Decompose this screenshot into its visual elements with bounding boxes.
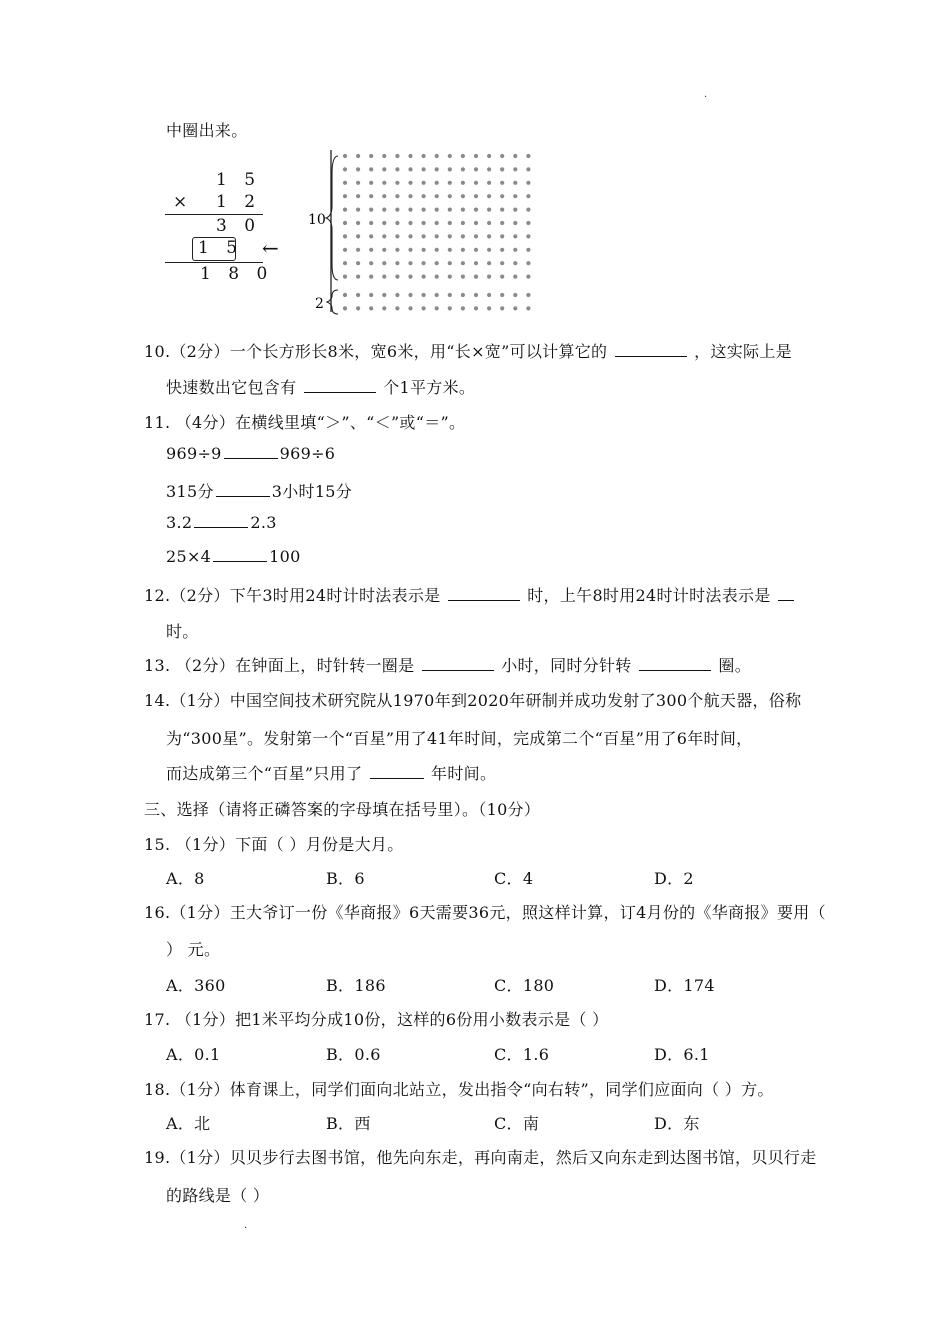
grid-dot bbox=[343, 208, 347, 212]
grid-dot bbox=[474, 261, 478, 265]
grid-dot-bottom bbox=[526, 293, 530, 297]
grid-dot bbox=[461, 154, 465, 158]
q11-item-2 bbox=[166, 479, 352, 502]
grid-dot-bottom bbox=[513, 306, 517, 310]
grid-dot bbox=[408, 208, 412, 212]
q18-option-d[interactable]: D．东 bbox=[654, 1114, 700, 1133]
grid-dot bbox=[513, 181, 517, 185]
grid-dot bbox=[526, 167, 530, 171]
q11-item-3-right: 2.3 bbox=[250, 513, 277, 532]
q17-option-b[interactable]: B．0.6 bbox=[326, 1045, 381, 1064]
grid-dot-bottom bbox=[422, 306, 426, 310]
q10-text-d: 个1平方米。 bbox=[383, 378, 476, 397]
q16-line1: 16.（1分）王大爷订一份《华商报》6天需要36元，照这样计算，订4月份的《华商报》要用（ bbox=[144, 903, 826, 922]
grid-dot bbox=[487, 221, 491, 225]
q12-blank-2[interactable] bbox=[778, 586, 794, 601]
grid-dot bbox=[500, 167, 504, 171]
grid-dot bbox=[356, 221, 360, 225]
grid-dot bbox=[513, 275, 517, 279]
q11-item-2-right: 3小时15分 bbox=[271, 482, 353, 501]
grid-dot bbox=[382, 248, 386, 252]
grid-dot bbox=[448, 194, 452, 198]
q12-blank-1[interactable] bbox=[448, 586, 520, 601]
grid-dot bbox=[461, 194, 465, 198]
grid-dot bbox=[448, 221, 452, 225]
grid-dot bbox=[382, 194, 386, 198]
grid-dot-bottom bbox=[500, 306, 504, 310]
q11-item-2-left: 315分 bbox=[166, 482, 214, 501]
page-mark-bottom: · bbox=[244, 1223, 248, 1234]
grid-dot-bottom bbox=[435, 306, 439, 310]
grid-dot-bottom bbox=[382, 293, 386, 297]
grid-dot bbox=[513, 194, 517, 198]
grid-dot bbox=[448, 167, 452, 171]
grid-dot bbox=[422, 167, 426, 171]
q18-option-a[interactable]: A．北 bbox=[166, 1114, 211, 1133]
q14-line3 bbox=[166, 761, 496, 784]
q11-item-1 bbox=[166, 444, 335, 463]
grid-dot bbox=[448, 154, 452, 158]
grid-dot-bottom bbox=[408, 293, 412, 297]
q13-blank-2[interactable] bbox=[639, 656, 711, 671]
grid-dot bbox=[461, 167, 465, 171]
q14-blank[interactable] bbox=[370, 764, 424, 779]
grid-dot bbox=[395, 234, 399, 238]
grid-dot bbox=[500, 208, 504, 212]
grid-dot bbox=[343, 248, 347, 252]
grid-dot bbox=[448, 181, 452, 185]
grid-dot bbox=[500, 275, 504, 279]
grid-dot bbox=[448, 248, 452, 252]
grid-dot bbox=[356, 181, 360, 185]
q11-blank-1[interactable] bbox=[224, 444, 278, 459]
times-sign: × bbox=[173, 192, 194, 212]
q16-option-c[interactable]: C．180 bbox=[494, 976, 555, 995]
q12-text-a: 12.（2分）下午3时用24时计时法表示是 bbox=[144, 586, 441, 605]
q12-text-b: 时，上午8时用24时计时法表示是 bbox=[527, 586, 771, 605]
grid-dot bbox=[343, 275, 347, 279]
q14-text-a: 而达成第三个“百星”只用了 bbox=[166, 764, 363, 783]
grid-dot bbox=[526, 154, 530, 158]
page-mark-top: · bbox=[704, 92, 708, 103]
grid-dot bbox=[408, 221, 412, 225]
grid-dot bbox=[448, 275, 452, 279]
grid-dot bbox=[395, 275, 399, 279]
label-2: 2 bbox=[315, 296, 324, 312]
q16-line2: ） 元。 bbox=[166, 940, 221, 959]
grid-dot bbox=[395, 194, 399, 198]
grid-dot bbox=[422, 261, 426, 265]
grid-dot bbox=[500, 181, 504, 185]
grid-dot bbox=[513, 208, 517, 212]
grid-dot bbox=[422, 234, 426, 238]
grid-dot bbox=[395, 248, 399, 252]
grid-dot bbox=[395, 208, 399, 212]
rule-2 bbox=[165, 262, 263, 263]
grid-dot-bottom bbox=[382, 306, 386, 310]
q12-line1 bbox=[144, 583, 796, 606]
grid-dot bbox=[408, 248, 412, 252]
q15-option-d[interactable]: D．2 bbox=[654, 869, 694, 888]
grid-dot bbox=[487, 234, 491, 238]
grid-dot-bottom bbox=[487, 306, 491, 310]
partial-product-2: 1 5 bbox=[198, 238, 244, 258]
q10-line1 bbox=[144, 339, 792, 362]
grid-dot bbox=[435, 261, 439, 265]
product-result: 1 8 0 bbox=[200, 264, 274, 284]
grid-dot bbox=[382, 181, 386, 185]
grid-dot bbox=[408, 194, 412, 198]
grid-dot bbox=[448, 208, 452, 212]
grid-dot bbox=[448, 234, 452, 238]
grid-dot bbox=[435, 234, 439, 238]
grid-dot bbox=[382, 275, 386, 279]
grid-dot bbox=[395, 181, 399, 185]
grid-dot bbox=[356, 248, 360, 252]
grid-dot bbox=[513, 221, 517, 225]
grid-dot-bottom bbox=[461, 306, 465, 310]
grid-dot bbox=[369, 221, 373, 225]
grid-dot bbox=[487, 181, 491, 185]
grid-dot bbox=[526, 261, 530, 265]
grid-dot bbox=[356, 194, 360, 198]
q16-option-b[interactable]: B．186 bbox=[326, 976, 386, 995]
grid-dot-bottom bbox=[461, 293, 465, 297]
q17-option-a[interactable]: A．0.1 bbox=[166, 1045, 221, 1064]
grid-dot bbox=[369, 167, 373, 171]
grid-dot bbox=[369, 248, 373, 252]
grid-dot bbox=[461, 261, 465, 265]
q10-text-b: ，这实际上是 bbox=[694, 342, 792, 361]
q17-stem: 17. （1分）把1米平均分成10份，这样的6份用小数表示是（ ） bbox=[144, 1010, 609, 1029]
grid-dot bbox=[513, 167, 517, 171]
grid-dot bbox=[526, 208, 530, 212]
q11-item-4-left: 25×4 bbox=[166, 547, 212, 566]
q10-blank-1[interactable] bbox=[615, 342, 687, 357]
grid-dot bbox=[369, 275, 373, 279]
grid-dot-bottom bbox=[408, 306, 412, 310]
grid-dot-bottom bbox=[343, 306, 347, 310]
grid-dot bbox=[408, 234, 412, 238]
dot-grid bbox=[343, 154, 531, 311]
q18-stem: 18.（1分）体育课上，同学们面向北站立，发出指令“向右转”，同学们应面向（ ）方。 bbox=[144, 1080, 774, 1099]
grid-dot bbox=[356, 167, 360, 171]
grid-dot-bottom bbox=[369, 293, 373, 297]
grid-dot bbox=[500, 154, 504, 158]
grid-dot bbox=[395, 167, 399, 171]
q16-option-a[interactable]: A．360 bbox=[166, 976, 226, 995]
grid-dot bbox=[487, 275, 491, 279]
brace-bottom bbox=[327, 290, 338, 314]
grid-dot bbox=[343, 181, 347, 185]
grid-dot bbox=[369, 194, 373, 198]
grid-dot bbox=[461, 248, 465, 252]
q11-item-4-right: 100 bbox=[269, 547, 301, 566]
grid-dot bbox=[526, 221, 530, 225]
q11-item-1-right: 969÷6 bbox=[279, 444, 336, 463]
grid-dot-bottom bbox=[343, 293, 347, 297]
grid-dot-bottom bbox=[448, 293, 452, 297]
grid-dot bbox=[369, 181, 373, 185]
q14-line2: 为“300星”。发射第一个“百星”用了41年时间，完成第二个“百星”用了6年时间， bbox=[166, 729, 753, 748]
q11-item-4 bbox=[166, 547, 301, 566]
grid-dot-bottom bbox=[526, 306, 530, 310]
grid-dot-bottom bbox=[356, 306, 360, 310]
grid-dot bbox=[422, 248, 426, 252]
q16-option-d[interactable]: D．174 bbox=[654, 976, 715, 995]
grid-dot bbox=[474, 194, 478, 198]
grid-dot bbox=[487, 208, 491, 212]
q10-text-c: 快速数出它包含有 bbox=[166, 378, 297, 397]
grid-dot bbox=[422, 221, 426, 225]
grid-dot-bottom bbox=[474, 306, 478, 310]
grid-dot bbox=[382, 234, 386, 238]
grid-dot bbox=[435, 154, 439, 158]
q13-text-c: 圈。 bbox=[718, 656, 751, 675]
grid-dot-bottom bbox=[513, 293, 517, 297]
q11-blank-4[interactable] bbox=[213, 547, 267, 562]
q18-option-c[interactable]: C．南 bbox=[494, 1114, 540, 1133]
grid-dot bbox=[422, 154, 426, 158]
mul-row2: 1 2 bbox=[216, 192, 262, 212]
grid-dot bbox=[408, 275, 412, 279]
grid-dot bbox=[474, 154, 478, 158]
grid-dot bbox=[526, 234, 530, 238]
grid-dot bbox=[356, 154, 360, 158]
q14-text-b: 年时间。 bbox=[431, 764, 497, 783]
q10-blank-2[interactable] bbox=[304, 378, 376, 393]
q11-title: 11. （4分）在横线里填“＞”、“＜”或“＝”。 bbox=[144, 413, 466, 432]
q11-item-1-left: 969÷9 bbox=[166, 444, 222, 463]
arrow-left-icon: ← bbox=[262, 236, 279, 260]
grid-dot bbox=[474, 208, 478, 212]
rule-1 bbox=[165, 214, 263, 215]
q15-stem: 15. （1分）下面（ ）月份是大月。 bbox=[144, 835, 404, 854]
grid-dot bbox=[435, 181, 439, 185]
grid-dot bbox=[474, 275, 478, 279]
q17-option-d[interactable]: D．6.1 bbox=[654, 1045, 710, 1064]
brace-top bbox=[326, 156, 338, 280]
q11-blank-3[interactable] bbox=[194, 513, 248, 528]
grid-dot bbox=[513, 234, 517, 238]
label-10: 10 bbox=[308, 212, 326, 228]
grid-dot bbox=[422, 275, 426, 279]
grid-dot bbox=[422, 194, 426, 198]
q11-item-3 bbox=[166, 513, 277, 532]
q13-text-a: 13. （2分）在钟面上，时针转一圈是 bbox=[144, 656, 415, 675]
grid-dot-bottom bbox=[356, 293, 360, 297]
grid-dot bbox=[461, 181, 465, 185]
grid-dot bbox=[382, 261, 386, 265]
grid-dot bbox=[422, 208, 426, 212]
grid-dot bbox=[474, 221, 478, 225]
q13-blank-1[interactable] bbox=[422, 656, 494, 671]
grid-dot bbox=[408, 167, 412, 171]
grid-dot bbox=[435, 248, 439, 252]
q15-option-a[interactable]: A．8 bbox=[166, 869, 205, 888]
grid-dot bbox=[343, 194, 347, 198]
grid-dot bbox=[382, 208, 386, 212]
grid-dot bbox=[435, 167, 439, 171]
grid-dot bbox=[395, 261, 399, 265]
grid-dot bbox=[487, 261, 491, 265]
grid-dot bbox=[382, 154, 386, 158]
grid-dot bbox=[356, 234, 360, 238]
grid-dot bbox=[343, 154, 347, 158]
grid-dot bbox=[435, 221, 439, 225]
grid-dot bbox=[435, 194, 439, 198]
grid-dot bbox=[500, 194, 504, 198]
q13-line bbox=[144, 653, 751, 676]
continuation-text: 中圈出来。 bbox=[166, 121, 248, 140]
grid-dot bbox=[474, 181, 478, 185]
grid-dot bbox=[408, 181, 412, 185]
grid-dot-bottom bbox=[435, 293, 439, 297]
grid-dot bbox=[487, 167, 491, 171]
grid-dot bbox=[461, 275, 465, 279]
grid-dot bbox=[526, 248, 530, 252]
grid-dot bbox=[382, 221, 386, 225]
grid-dot bbox=[526, 275, 530, 279]
grid-dot bbox=[500, 221, 504, 225]
dot-grid-figure bbox=[300, 140, 550, 320]
grid-dot bbox=[343, 261, 347, 265]
grid-dot bbox=[461, 208, 465, 212]
grid-dot bbox=[369, 234, 373, 238]
grid-dot bbox=[487, 248, 491, 252]
grid-dot bbox=[369, 154, 373, 158]
grid-dot bbox=[500, 261, 504, 265]
grid-dot bbox=[343, 234, 347, 238]
section-heading: 三、选择（请将正磷答案的字母填在括号里）。（10分） bbox=[144, 800, 541, 819]
grid-dot bbox=[461, 234, 465, 238]
q11-blank-2[interactable] bbox=[216, 482, 270, 497]
q13-text-b: 小时，同时分针转 bbox=[501, 656, 632, 675]
q15-option-b[interactable]: B．6 bbox=[326, 869, 365, 888]
q10-line2 bbox=[166, 375, 475, 398]
grid-dot bbox=[343, 167, 347, 171]
grid-dot bbox=[395, 221, 399, 225]
grid-dot bbox=[526, 181, 530, 185]
grid-dot-bottom bbox=[500, 293, 504, 297]
q12-line2: 时。 bbox=[166, 622, 199, 641]
grid-dot bbox=[500, 234, 504, 238]
q18-option-b[interactable]: B．西 bbox=[326, 1114, 371, 1133]
grid-dot bbox=[474, 234, 478, 238]
q11-item-3-left: 3.2 bbox=[166, 513, 193, 532]
grid-dot bbox=[343, 221, 347, 225]
grid-dot-bottom bbox=[448, 306, 452, 310]
grid-dot bbox=[461, 221, 465, 225]
grid-dot bbox=[513, 261, 517, 265]
q10-text-a: 10.（2分）一个长方形长8米，宽6米，用“长×宽”可以计算它的 bbox=[144, 342, 608, 361]
grid-dot bbox=[513, 154, 517, 158]
grid-dot-bottom bbox=[422, 293, 426, 297]
grid-dot bbox=[513, 248, 517, 252]
mul-row1: 1 5 bbox=[216, 170, 262, 190]
grid-dot bbox=[435, 208, 439, 212]
q19-line1: 19.（1分）贝贝步行去图书馆，他先向东走，再向南走，然后又向东走到达图书馆，贝贝行走 bbox=[144, 1148, 817, 1167]
grid-dot-bottom bbox=[395, 293, 399, 297]
grid-dot bbox=[356, 261, 360, 265]
grid-dot bbox=[422, 181, 426, 185]
q17-option-c[interactable]: C．1.6 bbox=[494, 1045, 550, 1064]
grid-dot bbox=[500, 248, 504, 252]
grid-dot-bottom bbox=[395, 306, 399, 310]
grid-dot bbox=[474, 248, 478, 252]
grid-dot bbox=[408, 154, 412, 158]
grid-dot bbox=[356, 208, 360, 212]
grid-dot-bottom bbox=[369, 306, 373, 310]
grid-dot bbox=[474, 167, 478, 171]
grid-dot bbox=[382, 167, 386, 171]
grid-dot bbox=[526, 194, 530, 198]
q19-line2: 的路线是（ ） bbox=[166, 1186, 270, 1205]
grid-dot bbox=[356, 275, 360, 279]
q15-option-c[interactable]: C．4 bbox=[494, 869, 534, 888]
grid-dot bbox=[369, 261, 373, 265]
partial-product-1: 3 0 bbox=[216, 216, 262, 236]
grid-dot-bottom bbox=[487, 293, 491, 297]
q14-line1: 14.（1分）中国空间技术研究院从1970年到2020年研制并成功发射了300个航天器，俗称 bbox=[144, 691, 802, 710]
grid-dot bbox=[487, 194, 491, 198]
grid-dot bbox=[435, 275, 439, 279]
grid-dot-bottom bbox=[474, 293, 478, 297]
grid-dot bbox=[369, 208, 373, 212]
grid-dot bbox=[395, 154, 399, 158]
grid-dot bbox=[487, 154, 491, 158]
grid-dot bbox=[448, 261, 452, 265]
grid-dot bbox=[408, 261, 412, 265]
